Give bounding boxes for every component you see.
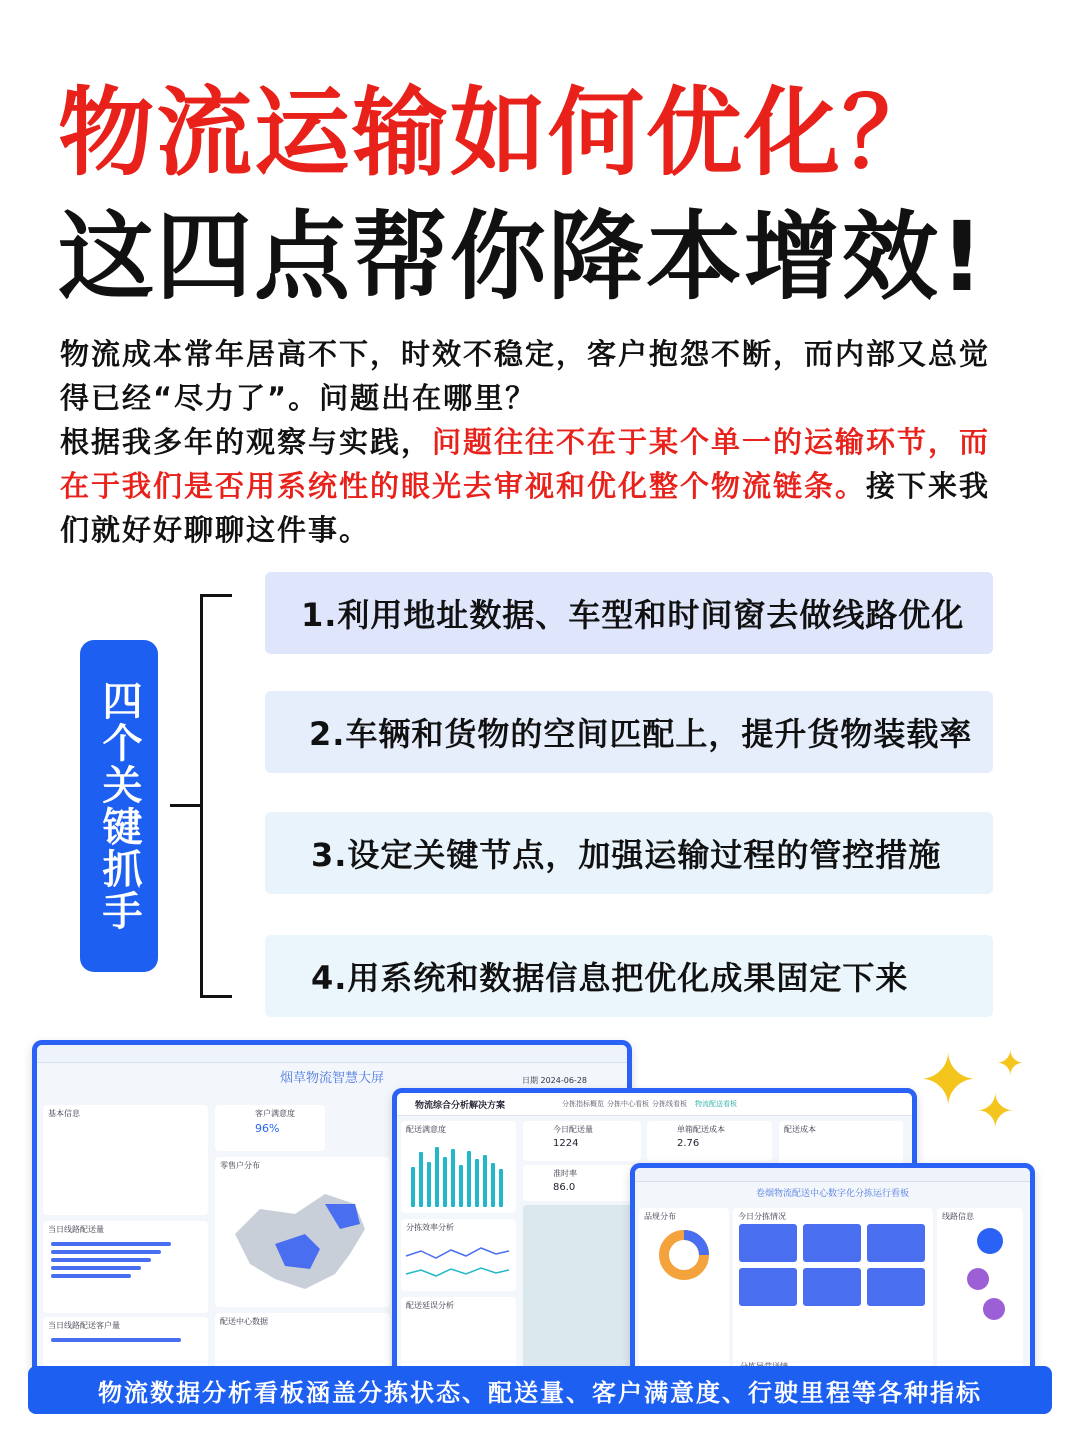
s2-tab-2[interactable]: 分拣中心看板 (607, 1100, 649, 1108)
s1-info-panel (43, 1105, 208, 1215)
title-line-1: 物流运输如何优化？ (58, 77, 940, 189)
s2-line-chart-icon (401, 1236, 511, 1286)
s1-route-bar (51, 1250, 161, 1254)
intro-highlight: 问题往往不在于某个单一的运输环节，而在于我们是否用系统性的眼光去审视和优化整个物流链条。 (60, 425, 991, 503)
s2-delay-title: 配送延误分析 (406, 1301, 454, 1310)
intro-lead: 根据我多年的观察与实践， (60, 425, 433, 459)
s2-today-card (523, 1121, 641, 1161)
key-item-3: 3.设定关键节点，加强运输过程的管控措施 (265, 812, 993, 894)
s3-lines-panel (937, 1208, 1023, 1373)
s2-today-value: 1224 (553, 1138, 579, 1149)
s2-sort-eff-title: 分拣效率分析 (406, 1223, 454, 1232)
sparkle-icon: ✦ (996, 1044, 1025, 1084)
s2-tab-4[interactable]: 物流配送看板 (695, 1100, 737, 1108)
s2-ontime-value: 86.0 (553, 1182, 576, 1193)
s3-lines-title: 线路信息 (942, 1212, 974, 1221)
dashboard-screenshot-3 (630, 1163, 1035, 1383)
intro-paragraph-1: 物流成本常年居高不下，时效不稳定，客户抱怨不断，而内部又总觉得已经“尽力了”。问题出在哪里？ (60, 337, 991, 415)
s2-satisfaction-title: 配送满意度 (406, 1125, 446, 1134)
s2-cost-value: 2.76 (677, 1138, 700, 1149)
s1-title: 烟草物流智慧大屏 (279, 1071, 384, 1086)
s3-topbar (635, 1168, 1030, 1182)
s1-map-title: 零售户分布 (220, 1161, 260, 1170)
s1-satisfaction-value: 96% (255, 1122, 280, 1135)
s3-title: 卷烟物流配送中心数字化分拣运行看板 (755, 1189, 909, 1199)
s1-route-customers-panel (43, 1317, 208, 1367)
s1-center-title: 配送中心数据 (220, 1317, 268, 1326)
s1-info-title: 基本信息 (48, 1109, 80, 1118)
key-item-1: 1.利用地址数据、车型和时间窗去做线路优化 (265, 572, 993, 654)
s1-route-customers-title: 当日线路配送客户量 (48, 1321, 120, 1330)
intro-text (60, 332, 1020, 552)
s1-route-bar (51, 1266, 141, 1270)
s1-route-bar (51, 1274, 131, 1278)
s1-route-panel (43, 1221, 208, 1313)
bracket-top (200, 594, 232, 597)
china-map-icon (215, 1174, 385, 1304)
s3-today-title: 今日分拣情况 (738, 1212, 786, 1221)
s3-quality-title: 品规分布 (644, 1212, 676, 1221)
s2-ontime-label: 准时率 (553, 1169, 577, 1178)
s3-quality-panel (639, 1208, 729, 1373)
intro-paragraph-2 (60, 420, 1020, 552)
s2-tab-3[interactable]: 分拣线看板 (652, 1100, 687, 1108)
s1-center-panel (215, 1313, 390, 1371)
s1-route-bar (51, 1258, 151, 1262)
s1-route-bar (51, 1242, 171, 1246)
footer-caption-bar (28, 1366, 1052, 1414)
four-keys-label: 四个关键抓手 (96, 680, 142, 932)
intro-tail: 接下来我们就好好聊聊这件事。 (60, 469, 991, 547)
sparkle-icon: ✦ (918, 1038, 979, 1122)
key-item-4: 4.用系统和数据信息把优化成果固定下来 (265, 935, 993, 1017)
s2-cost-card (647, 1121, 772, 1161)
s2-tab-1[interactable]: 分拣指标概览 (562, 1100, 604, 1108)
s2-ontime-card (523, 1165, 641, 1201)
s1-topbar (37, 1045, 627, 1063)
title-line-2: 这四点帮你降本增效! (58, 201, 986, 313)
s1-satisfaction-label: 客户满意度 (255, 1109, 295, 1118)
s2-map-panel (523, 1205, 633, 1375)
donut-chart-icon (654, 1225, 714, 1285)
s2-delay-panel (401, 1297, 516, 1375)
bracket-middle (170, 804, 202, 807)
four-keys-badge (80, 640, 158, 972)
s1-map-panel (215, 1157, 390, 1307)
bracket-bottom (200, 995, 232, 998)
s1-route-title: 当日线路配送量 (48, 1225, 104, 1234)
sparkle-icon: ✦ (976, 1084, 1015, 1138)
s2-today-label: 今日配送量 (553, 1125, 593, 1134)
footer-caption: 物流数据分析看板涵盖分拣状态、配送量、客户满意度、行驶里程等各种指标 (98, 1378, 982, 1407)
s1-date: 日期 2024-06-28 (521, 1076, 587, 1085)
key-item-2: 2.车辆和货物的空间匹配上，提升货物装载率 (265, 691, 993, 773)
s2-header (397, 1093, 912, 1116)
s3-today-panel (733, 1208, 933, 1368)
s2-sort-eff-panel (401, 1219, 516, 1291)
bracket-vertical (200, 594, 203, 998)
s2-title: 物流综合分析解决方案 (415, 1101, 506, 1111)
s1-satisfaction-card (215, 1105, 325, 1151)
s2-dist-cost-title: 配送成本 (784, 1125, 816, 1134)
s2-satisfaction-panel (401, 1121, 516, 1213)
s2-cost-label: 单箱配送成本 (677, 1125, 725, 1134)
s1-route-customers-bar (51, 1338, 181, 1342)
